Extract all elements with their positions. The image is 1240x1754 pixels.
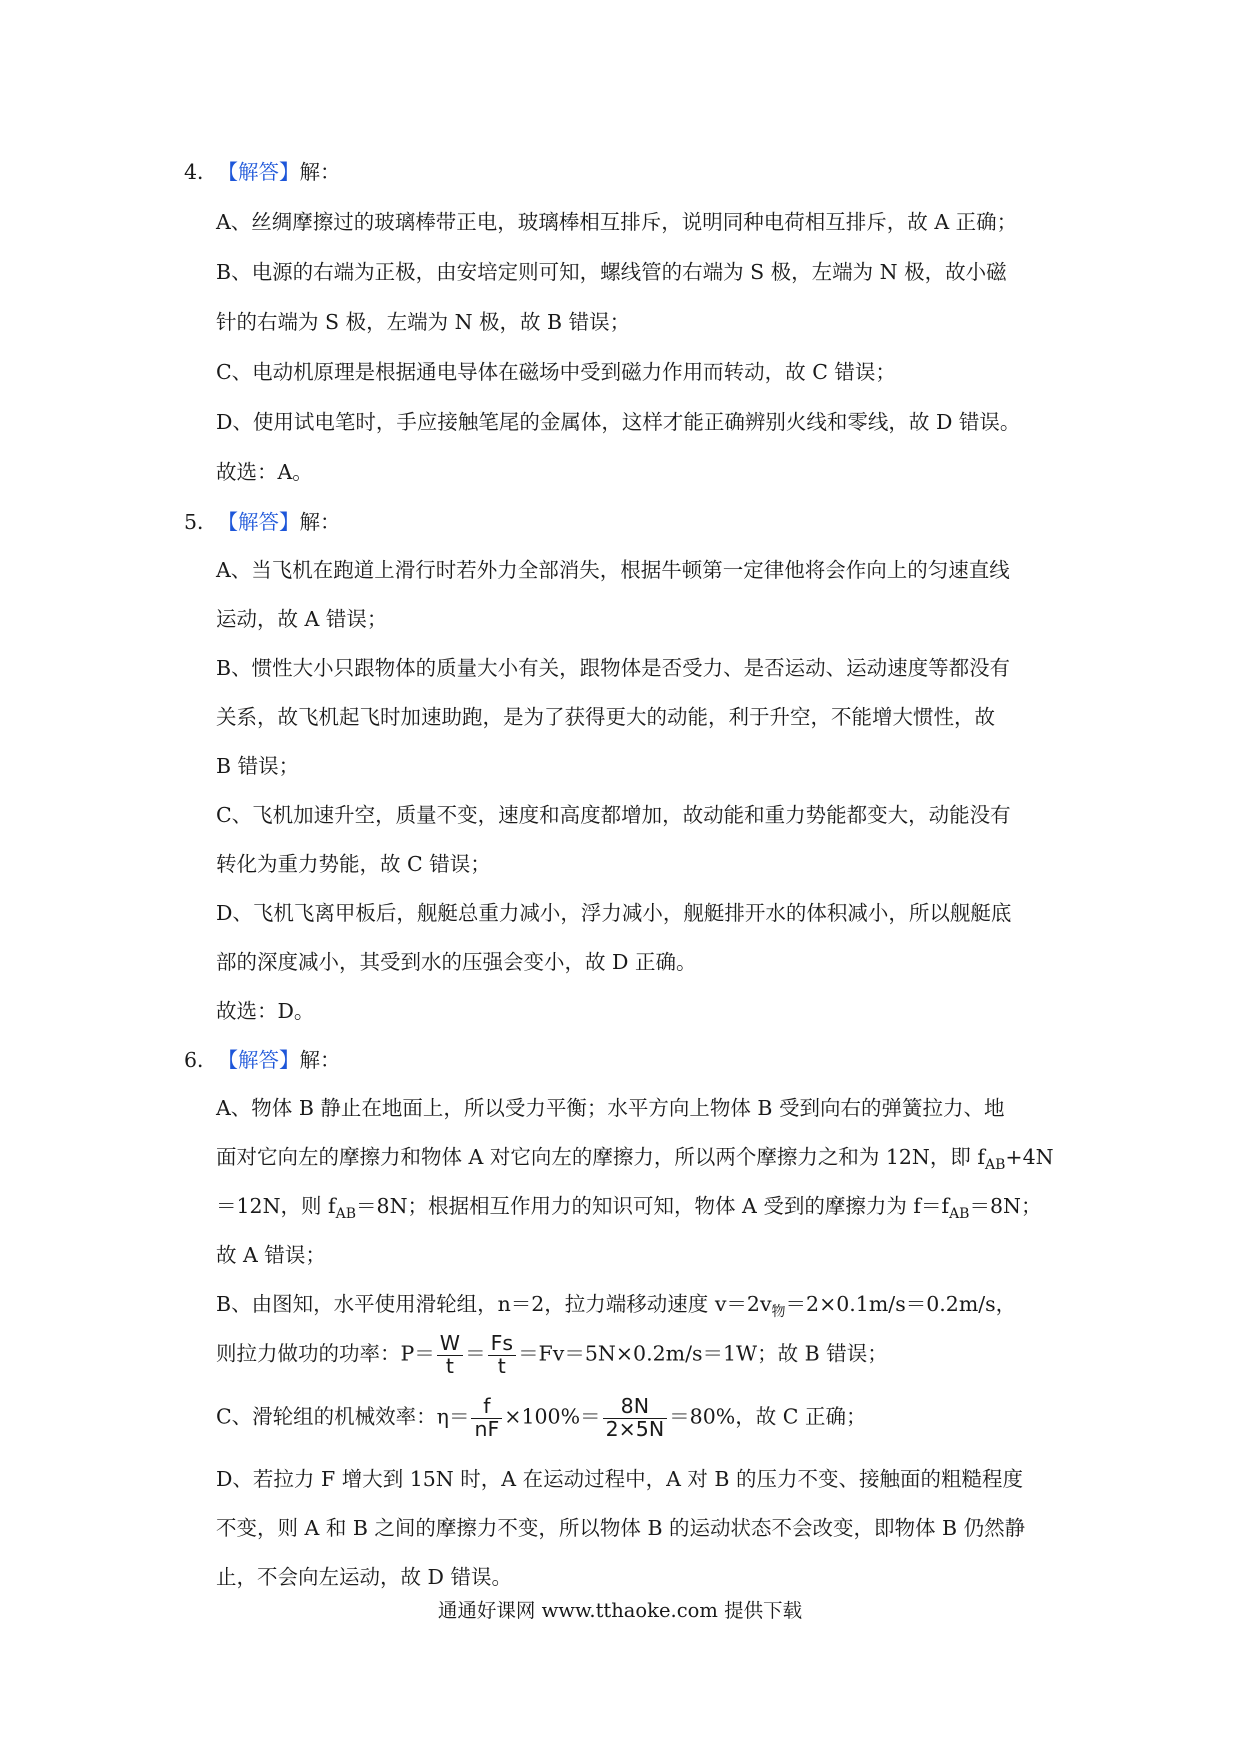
text-segment: ＝Fv＝5N×0.2m/s＝1W；故 B 错误；	[518, 1341, 888, 1366]
numerator: 8N	[603, 1396, 668, 1419]
q6-line-a3	[216, 1191, 1041, 1229]
q5-line-a1: A、当飞机在跑道上滑行时若外力全部消失，根据牛顿第一定律他将会作向上的匀速直线	[216, 558, 1010, 582]
fraction-fs-over-t	[488, 1333, 516, 1377]
question-number: 5．	[184, 510, 218, 534]
q5-line-b1: B、惯性大小只跟物体的质量大小有关，跟物体是否受力、是否运动、运动速度等都没有	[216, 656, 1011, 680]
answer-tag: 【解答】	[217, 160, 300, 184]
subscript: 物	[771, 1304, 786, 1321]
numerator: Fs	[488, 1333, 516, 1356]
numerator: W	[437, 1333, 463, 1356]
text-segment: ＝2×0.1m/s＝0.2m/s，	[785, 1292, 1017, 1316]
subscript: AB	[335, 1206, 357, 1223]
q6-line-d2: 不变，则 A 和 B 之间的摩擦力不变，所以物体 B 的运动状态不会改变，即物体 B 仍然静	[216, 1516, 1026, 1540]
question-5-heading	[184, 507, 341, 537]
text-segment: ＝80%，故 C 正确；	[669, 1404, 867, 1429]
q5-line-c2: 转化为重力势能，故 C 错误；	[216, 852, 491, 876]
text-segment: C、滑轮组的机械效率：η＝	[216, 1404, 470, 1429]
text-segment: 则拉力做功的功率：P＝	[216, 1341, 435, 1366]
q5-line-d2: 部的深度减小，其受到水的压强会变小，故 D 正确。	[216, 950, 697, 974]
q6-line-a2	[216, 1142, 1054, 1180]
q5-line-d1: D、飞机飞离甲板后，舰艇总重力减小，浮力减小，舰艇排开水的体积减小，所以舰艇底	[216, 901, 1012, 925]
text-segment: ×100%＝	[504, 1404, 601, 1429]
q5-line-c1: C、飞机加速升空，质量不变，速度和高度都增加，故动能和重力势能都变大，动能没有	[216, 803, 1011, 827]
text-segment: ＝12N，则 f	[216, 1194, 336, 1218]
q6-line-d1: D、若拉力 F 增大到 15N 时，A 在运动过程中，A 对 B 的压力不变、接触面的粗糙程度	[216, 1467, 1023, 1491]
q4-line-c: C、电动机原理是根据通电导体在磁场中受到磁力作用而转动，故 C 错误；	[216, 360, 896, 384]
denominator: t	[445, 1353, 454, 1378]
q4-line-a: A、丝绸摩擦过的玻璃棒带正电，玻璃棒相互排斥，说明同种电荷相互排斥，故 A 正确；	[216, 210, 1018, 234]
answer-prefix: 解：	[299, 160, 341, 184]
q6-line-d3: 止，不会向左运动，故 D 错误。	[216, 1565, 512, 1589]
question-number: 4．	[184, 160, 218, 184]
q4-line-d: D、使用试电笔时，手应接触笔尾的金属体，这样才能正确辨别火线和零线，故 D 错误。	[216, 410, 1021, 434]
page-footer: 通通好课网 www.tthaoke.com 提供下载	[437, 1599, 803, 1622]
text-segment: +4N	[1005, 1145, 1054, 1169]
text-segment: ＝8N；根据相互作用力的知识可知，物体 A 受到的摩擦力为 f＝f	[356, 1194, 950, 1218]
numerator: f	[471, 1396, 502, 1419]
q4-line-b1: B、电源的右端为正极，由安培定则可知，螺线管的右端为 S 极，左端为 N 极，故小磁	[216, 260, 1007, 284]
question-number: 6．	[184, 1048, 218, 1072]
subscript: AB	[984, 1157, 1006, 1174]
text-segment: ＝8N；	[969, 1194, 1042, 1218]
text-segment: 面对它向左的摩擦力和物体 A 对它向左的摩擦力，所以两个摩擦力之和为 12N，即 f	[216, 1145, 985, 1169]
q5-line-b2: 关系，故飞机起飞时加速助跑，是为了获得更大的动能，利于升空，不能增大惯性，故	[216, 705, 995, 729]
question-4-heading	[184, 157, 341, 187]
q6-line-a1: A、物体 B 静止在地面上，所以受力平衡；水平方向上物体 B 受到向右的弹簧拉力、地	[216, 1096, 1005, 1120]
answer-prefix: 解：	[299, 1048, 341, 1072]
q5-line-a2: 运动，故 A 错误；	[216, 607, 388, 631]
answer-tag: 【解答】	[217, 510, 300, 534]
q5-choice: 故选：D。	[216, 999, 315, 1023]
answer-tag: 【解答】	[217, 1048, 300, 1072]
text-segment: ＝	[465, 1341, 486, 1366]
q6-line-b1	[216, 1289, 1016, 1327]
answer-prefix: 解：	[299, 510, 341, 534]
q4-choice: 故选：A。	[216, 460, 313, 484]
fraction-f-over-nf	[471, 1396, 502, 1440]
text-segment: B、由图知，水平使用滑轮组，n＝2，拉力端移动速度 v＝2v	[216, 1292, 772, 1316]
q6-line-c	[216, 1396, 866, 1440]
fraction-w-over-t	[437, 1333, 463, 1377]
fraction-8n-over-2x5n	[603, 1396, 668, 1440]
q6-line-b2	[216, 1333, 888, 1377]
q4-line-b2: 针的右端为 S 极，左端为 N 极，故 B 错误；	[216, 310, 631, 334]
q5-line-b3: B 错误；	[216, 754, 300, 778]
q6-line-a4: 故 A 错误；	[216, 1243, 326, 1267]
denominator: nF	[474, 1416, 500, 1441]
denominator: 2×5N	[605, 1416, 665, 1441]
denominator: t	[497, 1353, 506, 1378]
question-6-heading	[184, 1045, 341, 1075]
subscript: AB	[949, 1206, 970, 1223]
